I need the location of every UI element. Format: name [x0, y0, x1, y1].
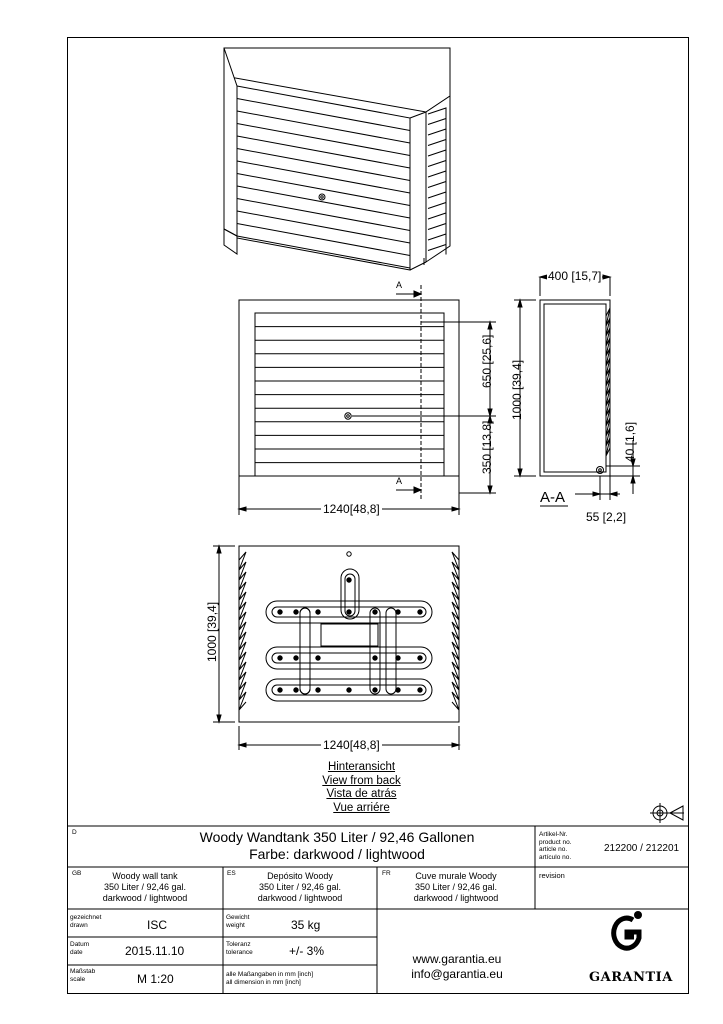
gb-description [67, 871, 223, 904]
title-block [67, 826, 689, 994]
scale-label-en: scale [70, 975, 86, 983]
date-label-de: Datum [70, 941, 90, 948]
tolerance-labels [226, 941, 253, 956]
caption-de: Hinteransicht [327, 761, 396, 773]
gb-line-1: Woody wall tank [112, 871, 178, 881]
drawn-label-de: gezeichnet [70, 914, 102, 921]
gb-line-2: 350 Liter / 92,46 gal. [103, 882, 187, 892]
tolerance-label-de: Toleranz [226, 941, 251, 948]
contact-info [377, 952, 537, 982]
caption-fr: Vue arriére [333, 801, 390, 814]
fr-line-1: Cuve murale Woody [415, 871, 497, 881]
revision-label: revision [539, 871, 565, 880]
caption-en: View from back [322, 774, 401, 787]
scale-value: M 1:20 [137, 972, 174, 986]
section-label: A-A [540, 489, 566, 506]
gb-code: GB [72, 870, 82, 877]
title-line-1: Woody Wandtank 350 Liter / 92,46 Gallonen [199, 829, 475, 845]
dimension-note [226, 971, 313, 986]
es-line-1: Depósito Woody [267, 871, 333, 881]
drawn-value: ISC [147, 918, 168, 932]
article-label-fr: article no. [539, 846, 568, 853]
caption-es: Vista de atrás [326, 788, 397, 800]
title-block-title [127, 829, 547, 863]
website-link[interactable]: www.garantia.eu [412, 952, 502, 966]
weight-label-en: weight [226, 921, 245, 929]
es-line-3: darkwood / lightwood [257, 893, 343, 903]
weight-labels [226, 914, 249, 929]
dim-400: 400 [15,7] [548, 269, 602, 283]
dim-40: 40 [1,6] [623, 421, 637, 462]
article-number: 212200 / 212201 [604, 843, 680, 854]
dimension-note-en: all dimension in mm [inch] [226, 978, 301, 986]
weight-label-de: Gewicht [226, 914, 250, 921]
es-code: ES [227, 870, 236, 877]
date-label-en: date [70, 948, 83, 956]
dim-1000-side: 1000 [39,4] [510, 359, 524, 420]
drawn-labels [70, 914, 101, 929]
es-description [223, 871, 377, 904]
drawn-label-en: drawn [70, 921, 88, 929]
fr-description [377, 871, 535, 904]
dimension-note-de: alle Maßangaben in mm [inch] [226, 971, 314, 978]
tolerance-label-en: tolerance [226, 948, 253, 956]
section-marker-top: A [396, 280, 403, 290]
back-width-dim: 1240[48,8] [323, 738, 380, 752]
fr-line-2: 350 Liter / 92,46 gal. [414, 882, 498, 892]
fr-code: FR [382, 870, 391, 877]
garantia-logo-icon [607, 908, 647, 958]
scale-labels [70, 968, 95, 983]
dim-350: 350 [13,8] [480, 420, 494, 474]
email-link[interactable]: info@garantia.eu [411, 967, 503, 981]
date-value: 2015.11.10 [125, 944, 185, 958]
dim-650: 650 [25,6] [480, 334, 494, 388]
date-labels [70, 941, 89, 956]
article-label-es: artículo no. [539, 853, 572, 861]
d-code: D [72, 829, 77, 836]
es-line-2: 350 Liter / 92,46 gal. [258, 882, 342, 892]
fr-line-3: darkwood / lightwood [413, 893, 499, 903]
gb-line-3: darkwood / lightwood [102, 893, 188, 903]
article-label-en: product no. [539, 838, 572, 846]
front-width-dim: 1240[48,8] [323, 502, 380, 516]
section-marker-bottom: A [396, 476, 403, 486]
dim-1000-back: 1000 [39,4] [205, 601, 219, 662]
article-labels [539, 831, 572, 861]
dim-55: 55 [2,2] [586, 510, 627, 524]
brand-name: GARANTIA [589, 970, 673, 985]
scale-label-de: Maßstab [70, 968, 96, 975]
article-label-de: Artikel-Nr. [539, 831, 568, 838]
weight-value: 35 kg [291, 918, 321, 932]
tolerance-value: +/- 3% [289, 944, 325, 958]
title-line-2: Farbe: darkwood / lightwood [249, 846, 425, 862]
